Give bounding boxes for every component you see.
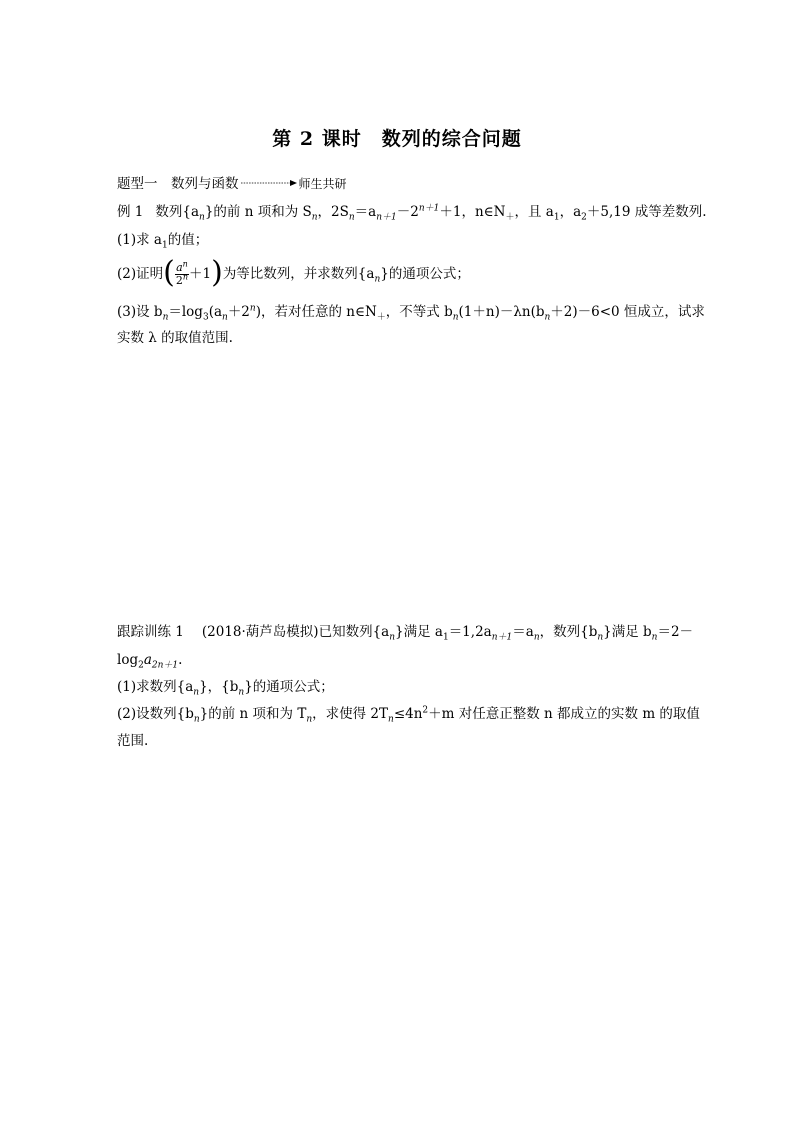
example-question-3 bbox=[117, 303, 705, 321]
subscript: n bbox=[389, 632, 396, 643]
topic-tag: 师生共研 bbox=[298, 177, 347, 191]
example-stem-text: ，且 a bbox=[514, 204, 554, 220]
question-text: ＋2)－6<0 恒成立，试求 bbox=[550, 304, 705, 320]
question-text: }的通项公式； bbox=[244, 679, 334, 695]
superscript: n bbox=[182, 272, 188, 282]
example-stem-text: ，a bbox=[559, 204, 582, 220]
subscript: n bbox=[452, 312, 459, 323]
question-text: }，{b bbox=[199, 679, 239, 695]
subscript: ＋ bbox=[376, 312, 386, 323]
practice-stem-text: }满足 b bbox=[603, 624, 652, 640]
arrow-icon bbox=[241, 178, 297, 188]
fraction-numerator: a bbox=[176, 261, 183, 274]
practice-source: (2018·葫芦岛模拟) bbox=[201, 624, 319, 640]
example-question-2 bbox=[117, 254, 470, 290]
practice-stem-line2 bbox=[117, 651, 182, 669]
practice-stem-text: ＝1,2a bbox=[448, 624, 492, 640]
subscript: n＋1 bbox=[491, 632, 513, 643]
subscript: n bbox=[374, 274, 381, 285]
subscript: 1 bbox=[442, 632, 449, 643]
question-text: }的通项公式； bbox=[380, 266, 470, 282]
practice-label: 跟踪训练 1 bbox=[117, 624, 184, 640]
topic-label: 题型一 数列与函数 bbox=[117, 176, 239, 192]
example-stem-text: ＋5,19 成等差数列. bbox=[586, 204, 707, 220]
example-label: 例 1 bbox=[117, 204, 144, 220]
question-text: 的值； bbox=[167, 232, 209, 248]
question-text: 为等比数列，并求数列{a bbox=[222, 266, 375, 282]
example-stem-text: ＋1，n∈N bbox=[439, 204, 506, 220]
practice-question-1 bbox=[117, 678, 334, 696]
subscript: n bbox=[306, 714, 313, 725]
practice-stem-text: }满足 a bbox=[395, 624, 443, 640]
superscript: n bbox=[182, 259, 188, 269]
practice-question-2-line2 bbox=[117, 732, 148, 750]
question-text: ＋2 bbox=[227, 304, 250, 320]
superscript: n＋1 bbox=[418, 203, 440, 214]
question-text: (3)设 b bbox=[117, 304, 163, 320]
question-text: (2)设数列{b bbox=[117, 706, 194, 722]
superscript: 2 bbox=[422, 705, 429, 716]
subscript: n bbox=[311, 212, 318, 223]
practice-question-2 bbox=[117, 705, 700, 723]
question-text: (1)求 a bbox=[117, 232, 162, 248]
subscript: n bbox=[533, 632, 540, 643]
practice-stem-text: . bbox=[178, 652, 183, 668]
subscript: 2 bbox=[581, 212, 587, 223]
practice-stem-text: ＝2－ bbox=[657, 624, 694, 640]
practice-stem bbox=[117, 623, 693, 641]
question-text: ≤4n bbox=[393, 706, 423, 722]
example-stem bbox=[117, 203, 707, 221]
subscript: n bbox=[544, 312, 551, 323]
question-text: )，若对任意的 n∈N bbox=[255, 304, 377, 320]
question-text: (1)求数列{a bbox=[117, 679, 194, 695]
subscript: n bbox=[238, 687, 245, 698]
example-stem-text: ，2S bbox=[317, 204, 349, 220]
question-text: (a bbox=[208, 304, 223, 320]
subscript: n bbox=[348, 212, 355, 223]
practice-stem-text: ＝a bbox=[512, 624, 534, 640]
question-text: (2)证明 bbox=[117, 266, 164, 282]
subscript: n bbox=[162, 312, 169, 323]
subscript: 1 bbox=[161, 240, 168, 251]
subscript: n＋1 bbox=[376, 212, 397, 223]
right-paren-icon: ) bbox=[211, 254, 223, 290]
page-title: 第 2 课时 数列的综合问题 bbox=[272, 128, 522, 150]
example-question-1 bbox=[117, 231, 208, 249]
practice-stem-text: log bbox=[117, 652, 139, 668]
subscript: ＋ bbox=[505, 212, 515, 223]
question-text: ，不等式 b bbox=[385, 304, 453, 320]
subscript: n bbox=[222, 312, 228, 323]
example-stem-text: 数列{a bbox=[155, 204, 200, 220]
question-text: ＋1 bbox=[189, 266, 212, 282]
superscript: n bbox=[249, 303, 256, 314]
practice-stem-text: a bbox=[143, 652, 152, 668]
example-stem-text: －2 bbox=[396, 204, 419, 220]
subscript: 2n＋1 bbox=[151, 660, 179, 671]
subscript: n bbox=[651, 632, 658, 643]
question-text: ＋m 对任意正整数 n 都成立的实数 m 的取值 bbox=[428, 706, 700, 722]
question-text: 范围. bbox=[117, 733, 149, 749]
subscript: 2 bbox=[138, 660, 144, 671]
question-text: (1＋n)－λn(b bbox=[458, 304, 545, 320]
question-text: }的前 n 项和为 T bbox=[199, 706, 307, 722]
left-paren-icon: ( bbox=[163, 254, 175, 290]
subscript: n bbox=[193, 714, 200, 725]
example-stem-text: ＝a bbox=[354, 204, 377, 220]
subscript: 1 bbox=[553, 212, 560, 223]
topic-header bbox=[117, 175, 347, 193]
subscript: n bbox=[388, 714, 394, 725]
fraction bbox=[175, 259, 189, 287]
question-text: 实数 λ 的取值范围. bbox=[117, 330, 233, 346]
practice-stem-text: 已知数列{a bbox=[318, 624, 390, 640]
subscript: n bbox=[597, 632, 604, 643]
question-text: ＝log bbox=[168, 304, 203, 320]
question-text: ，求使得 2T bbox=[312, 706, 389, 722]
subscript: n bbox=[199, 212, 205, 223]
example-question-3-line2 bbox=[117, 329, 233, 347]
subscript: 3 bbox=[202, 312, 209, 323]
subscript: n bbox=[193, 687, 200, 698]
fraction-denominator: 2 bbox=[175, 274, 183, 287]
example-stem-text: }的前 n 项和为 S bbox=[204, 204, 312, 220]
practice-stem-text: ，数列{b bbox=[539, 624, 598, 640]
